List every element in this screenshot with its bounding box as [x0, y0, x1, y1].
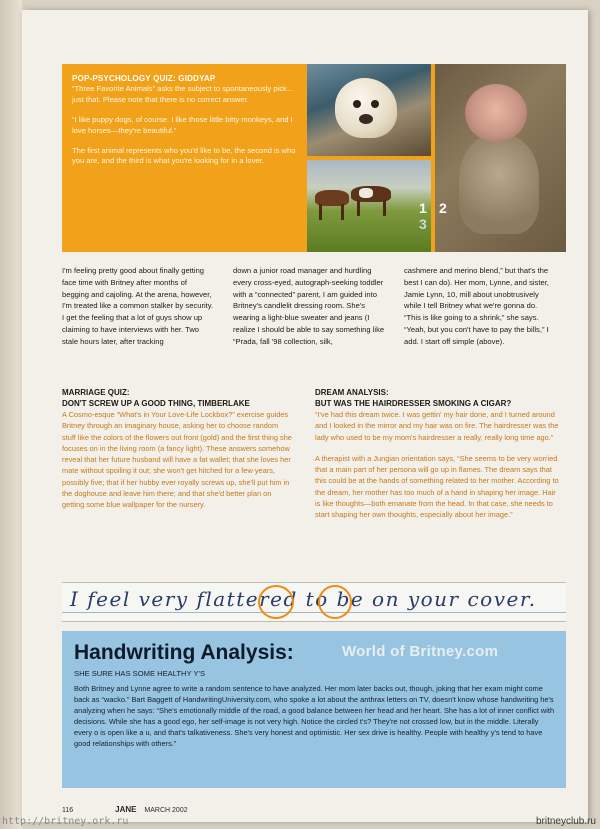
issue-date: MARCH 2002	[144, 807, 188, 814]
circle-mark-icon	[318, 585, 352, 619]
dream-analysis-text: A therapist with a Jungian orientation says, “She seems to be very worried that a main part of her persona will go up in flames. The dream says that this could be at the hands of something related to her mother. According to the dream, her mother has too much of a hand in shaping her image. Hair is like thoughts—both emanate from the head. In that case, she needs to start shaping her own thoughts, especially about her image.”	[315, 453, 559, 520]
monkey-photo	[435, 64, 566, 252]
handwriting-analysis-box	[62, 631, 566, 788]
marriage-heading-2: DON'T SCREW UP A GOOD THING, TIMBERLAKE	[62, 398, 250, 408]
dream-heading-2: BUT WAS THE HAIRDRESSER SMOKING A CIGAR?	[315, 398, 512, 408]
watermark: World of Britney.com	[342, 643, 499, 660]
source-url-right: britneyclub.ru	[535, 816, 596, 827]
quiz-explanation: The first animal represents who you'd like to be, the second is who you are, and the third is what you're looking for in a lover.	[72, 146, 296, 166]
puppy-photo	[307, 64, 431, 156]
ruled-line	[62, 612, 566, 613]
marriage-quiz	[62, 388, 292, 511]
puppy-icon	[335, 78, 397, 138]
body-column-3: cashmere and merino blend,” but that's the best I can do). Her mom, Lynne, and sister, Jamie Lynn, 10, mill about unobtrusively while I tell Britney what we're gonna do. “This is like going to a shrink,” she says. “Yeah, but you con't have to pay the bills,” I add. I start off simple (above).	[404, 266, 549, 346]
monkey-body-icon	[459, 134, 539, 234]
page-gutter	[0, 0, 22, 829]
photo-number-1: 1	[419, 200, 427, 216]
horses-photo	[307, 160, 431, 252]
handwriting-text: I feel very flattered to be on your cover.	[70, 587, 537, 611]
quiz-title: POP-PSYCHOLOGY QUIZ: GIDDYAP	[72, 74, 216, 83]
body-column-2: down a junior road manager and hurdling every cross-eyed, autograph-seeking toddler with a “connected” parent, I am guided into Britney's candlelit dressing room. She's wearing a light-blue sweater and jeans (I realize I should be able to say something like “Prada, fall '98 collection, silk,	[233, 266, 385, 346]
quiz-quote: “I like puppy dogs, of course. I like those little bitty monkeys, and I love horses—they're beautiful.”	[72, 115, 293, 135]
circle-mark-icon	[258, 585, 294, 619]
page-number: 116	[62, 807, 74, 814]
page-footer	[62, 805, 188, 814]
quiz-text	[72, 74, 300, 177]
marriage-heading-1: MARRIAGE QUIZ:	[62, 388, 130, 397]
horse-icon	[351, 186, 391, 202]
horse-icon	[315, 190, 349, 206]
analysis-body: Both Britney and Lynne agree to write a random sentence to have analyzed. Her mom later backs out, though, joking that her exam might come back as “wacko.” Bart Baggett of HandwritingUniversity.com, who spoke a lot about the anthrax letters on TV, doesn't know whose handwriting he's analyzing when he says: “She's emotionally middle of the road, a good balance between her head and her heart. She has a lot of inner conflict with decisions. While she has a good ego, her self-image is not very high. Notice the circled t's? They're not crossed low, but in the middle. Literally every o is open like a u, and that's talkativeness. She's very honest and optimistic. Her sex drive is healthy. People with healthy y's tend to have good relationships with others.”	[74, 684, 555, 748]
quiz-box	[62, 64, 566, 252]
body-column-1: I'm feeling pretty good about finally getting face time with Britney after months of begging and cajoling. At the arena, however, I'm treated like a common stalker by security. I get the feeling that a lot of guys show up claiming to have interviews with her. Two stale hours later, after tracking	[62, 266, 214, 346]
marriage-body: A Cosmo-esque “What's in Your Love-Life Lockbox?” exercise guides Britney through an imaginary house, asking her to choose random stuff like the colors of the flowers out front (gold) and the first thing she focuses on in the living room (a fancy light). These answers somehow reveal that her future husband will have a fat wallet; that she loves her mate without spoiling it out; she won't get hitched for a few years, possibly five; that if her hubby ever royally screws up, she'll put him in the doghouse and leave him there; and that she'd better plan on getting some blue wallpaper for the nursery.	[62, 410, 292, 510]
photo-number-2: 2	[439, 200, 447, 216]
photo-number-3: 3	[419, 216, 427, 232]
quiz-intro: “Three Favorite Animals” asks the subject to spontaneously pick…just that. Please note that there is no correct answer.	[72, 84, 295, 104]
handwriting-sample	[62, 582, 566, 622]
analysis-subtitle: SHE SURE HAS SOME HEALTHY Y'S	[74, 669, 206, 678]
animal-photos	[307, 64, 566, 252]
dream-quote: “I've had this dream twice. I was gettin' my hair done, and I turned around and I looked in the mirror and my hair was on fire. The hairdresser was the lady who used to be my mom's hairdresser a really, really long time ago.”	[315, 410, 559, 442]
magazine-name: JANE	[115, 805, 137, 814]
analysis-title: Handwriting Analysis:	[74, 641, 294, 664]
source-url-left: http://britney.ork.ru	[2, 816, 129, 827]
dream-heading-1: DREAM ANALYSIS:	[315, 388, 389, 397]
dream-analysis	[315, 388, 561, 521]
monkey-icon	[465, 84, 527, 142]
